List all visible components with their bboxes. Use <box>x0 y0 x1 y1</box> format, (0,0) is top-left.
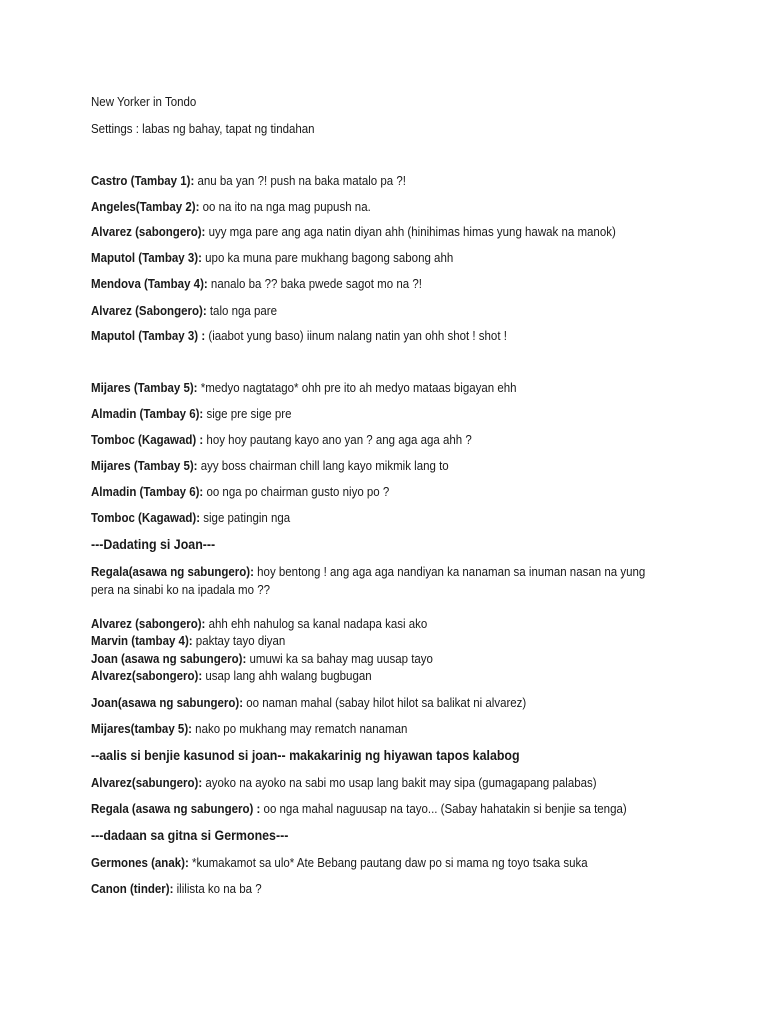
dialogue-line <box>91 379 643 397</box>
dialogue-text: ililista ko na ba ? <box>173 882 262 896</box>
dialogue-line <box>91 880 643 898</box>
stage-direction: --aalis si benjie kasunod si joan-- makakarinig ng hiyawan tapos kalabog <box>91 748 520 763</box>
dialogue-text: nako po mukhang may rematch nanaman <box>191 722 408 736</box>
dialogue-text: hoy hoy pautang kayo ano yan ? ang aga aga ahh ? <box>203 433 472 447</box>
dialogue-line <box>91 275 643 293</box>
speaker-name: Alvarez (sabongero): <box>91 617 206 631</box>
speaker-name: Mijares(tambay 5): <box>91 722 192 736</box>
dialogue-line <box>91 431 643 449</box>
dialogue-text: hoy bentong ! ang aga aga nandiyan ka nanaman sa inuman nasan na yung pera na sinabi ko na ipadala mo ?? <box>91 565 646 597</box>
dialogue-text: *kumakamot sa ulo* Ate Bebang pautang daw po si mama ng toyo tsaka suka <box>188 856 588 870</box>
stage-direction: ---dadaan sa gitna si Germones--- <box>91 828 289 843</box>
stage-direction: ---Dadating si Joan--- <box>91 537 216 552</box>
speaker-name: Joan (asawa ng sabungero): <box>91 652 247 666</box>
dialogue-line <box>91 405 643 423</box>
dialogue-line <box>91 563 661 599</box>
dialogue-line <box>91 483 643 501</box>
speaker-name: Maputol (Tambay 3) : <box>91 329 206 343</box>
dialogue-line <box>91 774 643 792</box>
speaker-name: Mijares (Tambay 5): <box>91 381 198 395</box>
settings-line: Settings : labas ng bahay, tapat ng tindahan <box>91 122 315 136</box>
dialogue-text: ayy boss chairman chill lang kayo mikmik lang to <box>197 459 449 473</box>
dialogue-text: nanalo ba ?? baka pwede sagot mo na ?! <box>207 277 422 291</box>
dialogue-text: umuwi ka sa bahay mag uusap tayo <box>246 652 433 666</box>
dialogue-text: oo naman mahal (sabay hilot hilot sa balikat ni alvarez) <box>243 696 527 710</box>
dialogue-line <box>91 720 643 738</box>
dialogue-line <box>91 667 643 685</box>
speaker-name: Alvarez(sabongero): <box>91 669 203 683</box>
dialogue-line <box>91 457 643 475</box>
speaker-name: Canon (tinder): <box>91 882 174 896</box>
speaker-name: Alvarez (sabongero): <box>91 225 206 239</box>
speaker-name: Regala(asawa ng sabungero): <box>91 565 254 579</box>
dialogue-text: sige pre sige pre <box>203 407 292 421</box>
document-title: New Yorker in Tondo <box>91 95 197 109</box>
speaker-name: Castro (Tambay 1): <box>91 174 195 188</box>
dialogue-text: oo na ito na nga mag pupush na. <box>199 200 371 214</box>
speaker-name: Maputol (Tambay 3): <box>91 251 202 265</box>
dialogue-text: (iaabot yung baso) iinum nalang natin yan ohh shot ! shot ! <box>205 329 507 343</box>
dialogue-text: anu ba yan ?! push na baka matalo pa ?! <box>194 174 406 188</box>
dialogue-line <box>91 198 643 216</box>
dialogue-line <box>91 632 643 650</box>
dialogue-text: ahh ehh nahulog sa kanal nadapa kasi ako <box>205 617 428 631</box>
dialogue-text: oo nga mahal naguusap na tayo... (Sabay hahatakin si benjie sa tenga) <box>260 802 627 816</box>
speaker-name: Germones (anak): <box>91 856 189 870</box>
dialogue-text: upo ka muna pare mukhang bagong sabong ahh <box>201 251 454 265</box>
speaker-name: Regala (asawa ng sabungero) : <box>91 802 261 816</box>
dialogue-line <box>91 302 643 320</box>
dialogue-text: ayoko na ayoko na sabi mo usap lang bakit may sipa (gumagapang palabas) <box>202 776 597 790</box>
speaker-name: Alvarez (Sabongero): <box>91 304 207 318</box>
dialogue-text: usap lang ahh walang bugbugan <box>202 669 372 683</box>
speaker-name: Tomboc (Kagawad) : <box>91 433 204 447</box>
speaker-name: Mijares (Tambay 5): <box>91 459 198 473</box>
speaker-name: Marvin (tambay 4): <box>91 634 193 648</box>
dialogue-line <box>91 854 643 872</box>
dialogue-text: paktay tayo diyan <box>192 634 286 648</box>
speaker-name: Alvarez(sabungero): <box>91 776 203 790</box>
dialogue-line <box>91 172 643 190</box>
speaker-name: Angeles(Tambay 2): <box>91 200 200 214</box>
speaker-name: Almadin (Tambay 6): <box>91 485 204 499</box>
dialogue-line <box>91 249 643 267</box>
speaker-name: Mendova (Tambay 4): <box>91 277 208 291</box>
dialogue-line <box>91 800 643 818</box>
dialogue-text: uyy mga pare ang aga natin diyan ahh (hinihimas himas yung hawak na manok) <box>205 225 616 239</box>
dialogue-text: oo nga po chairman gusto niyo po ? <box>203 485 390 499</box>
dialogue-line <box>91 223 643 241</box>
dialogue-text: *medyo nagtatago* ohh pre ito ah medyo mataas bigayan ehh <box>197 381 517 395</box>
dialogue-text: talo nga pare <box>206 304 277 318</box>
dialogue-line <box>91 650 643 668</box>
dialogue-text: sige patingin nga <box>200 511 291 525</box>
dialogue-line <box>91 694 643 712</box>
dialogue-line <box>91 509 643 527</box>
speaker-name: Joan(asawa ng sabungero): <box>91 696 244 710</box>
speaker-name: Almadin (Tambay 6): <box>91 407 204 421</box>
dialogue-line <box>91 615 643 633</box>
speaker-name: Tomboc (Kagawad): <box>91 511 201 525</box>
dialogue-line <box>91 327 643 345</box>
